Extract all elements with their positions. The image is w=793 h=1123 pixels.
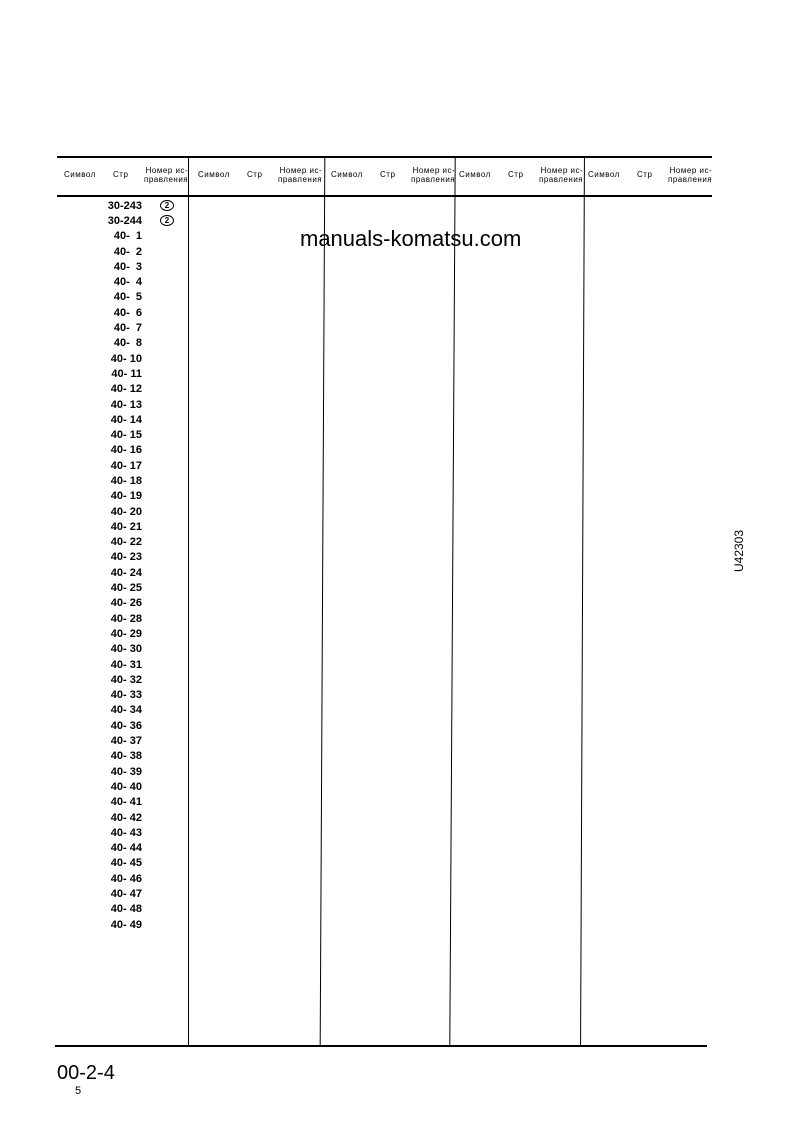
page-ref: 40- 48 [110, 903, 142, 916]
list-item [92, 458, 174, 473]
revision-badge: 2 [160, 200, 174, 211]
list-item [92, 473, 174, 488]
list-item [92, 871, 174, 886]
list-item [92, 611, 174, 626]
page-ref: 40- 25 [110, 582, 142, 595]
document-code: U42303 [732, 529, 746, 572]
page-ref: 40- 41 [110, 796, 142, 809]
page-ref: 40- 33 [110, 689, 142, 702]
list-item [92, 810, 174, 825]
list-item [92, 749, 174, 764]
header-page: Стр [637, 170, 653, 179]
list-item [92, 489, 174, 504]
list-item [92, 427, 174, 442]
page-ref: 40- 11 [111, 367, 142, 380]
list-item [92, 886, 174, 901]
list-item [92, 917, 174, 932]
header-bottom-rule [57, 195, 712, 197]
page-ref: 40- 4 [113, 276, 142, 289]
list-item [92, 274, 174, 289]
revision-list [92, 198, 174, 932]
list-item [92, 580, 174, 595]
list-item [92, 351, 174, 366]
list-item [92, 397, 174, 412]
list-item [92, 366, 174, 381]
page-ref: 30-244 [107, 214, 142, 227]
list-item [92, 412, 174, 427]
header-page: Стр [247, 170, 263, 179]
page-ref: 40- 14 [110, 413, 142, 426]
list-item [92, 244, 174, 259]
list-item [92, 672, 174, 687]
header-symbol: Символ [64, 170, 96, 179]
list-item [92, 336, 174, 351]
list-item [92, 259, 174, 274]
watermark: manuals-komatsu.com [300, 226, 522, 251]
page-ref: 40- 39 [110, 765, 142, 778]
list-item [92, 565, 174, 580]
list-item [92, 642, 174, 657]
page-ref: 40- 2 [113, 245, 142, 258]
header-page: Стр [380, 170, 396, 179]
page-ref: 40- 5 [113, 291, 142, 304]
page-ref: 40- 12 [110, 383, 142, 396]
page-ref: 30-243 [107, 199, 142, 212]
page-ref: 40- 1 [113, 230, 142, 243]
page-ref: 40- 32 [110, 673, 142, 686]
list-item [92, 779, 174, 794]
list-item [92, 596, 174, 611]
list-item [92, 535, 174, 550]
list-item [92, 626, 174, 641]
list-item [92, 504, 174, 519]
list-item [92, 764, 174, 779]
page-ref: 40- 13 [110, 398, 142, 411]
page-ref: 40- 8 [113, 337, 142, 350]
list-item [92, 902, 174, 917]
list-item [92, 733, 174, 748]
list-item [92, 198, 174, 213]
page-ref: 40- 49 [110, 918, 142, 931]
list-item [92, 320, 174, 335]
list-item [92, 825, 174, 840]
header-revision: Номер ис- правления [144, 166, 189, 184]
header-page: Стр [508, 170, 524, 179]
page-ref: 40- 42 [110, 811, 142, 824]
page-ref: 40- 15 [110, 429, 142, 442]
list-item [92, 213, 174, 228]
list-item [92, 443, 174, 458]
list-item [92, 229, 174, 244]
header-symbol: Символ [198, 170, 230, 179]
page-ref: 40- 36 [110, 719, 142, 732]
header-revision: Номер ис- правления [278, 166, 323, 184]
page-ref: 40- 29 [110, 627, 142, 640]
page-ref: 40- 44 [110, 842, 142, 855]
header-symbol: Символ [459, 170, 491, 179]
page-ref: 40- 24 [110, 566, 142, 579]
table-bottom-rule [55, 1045, 707, 1047]
header-revision: Номер ис- правления [411, 166, 456, 184]
header-revision: Номер ис- правления [668, 166, 713, 184]
page-ref: 40- 23 [110, 551, 142, 564]
header-revision: Номер ис- правления [539, 166, 584, 184]
list-item [92, 550, 174, 565]
page-ref: 40- 31 [110, 658, 142, 671]
header-page: Стр [113, 170, 129, 179]
page-ref: 40- 21 [110, 520, 142, 533]
page-ref: 40- 16 [110, 444, 142, 457]
list-item [92, 382, 174, 397]
header-symbol: Символ [588, 170, 620, 179]
page-subnumber: 5 [75, 1085, 82, 1097]
table-top-rule [57, 156, 712, 158]
page-ref: 40- 18 [110, 474, 142, 487]
page-ref: 40- 46 [110, 872, 142, 885]
header-symbol: Символ [331, 170, 363, 179]
column-divider [580, 157, 585, 1046]
page-ref: 40- 20 [110, 505, 142, 518]
column-divider [188, 157, 189, 1046]
list-item [92, 718, 174, 733]
page-ref: 40- 17 [110, 459, 142, 472]
page-ref: 40- 43 [110, 826, 142, 839]
list-item [92, 856, 174, 871]
page-ref: 40- 6 [113, 306, 142, 319]
page-ref: 40- 37 [110, 735, 142, 748]
page-ref: 40- 26 [110, 597, 142, 610]
page-ref: 40- 40 [110, 780, 142, 793]
list-item [92, 519, 174, 534]
page-ref: 40- 10 [110, 352, 142, 365]
page-ref: 40- 34 [110, 704, 142, 717]
page-ref: 40- 47 [110, 888, 142, 900]
list-item [92, 290, 174, 305]
list-item [92, 840, 174, 855]
list-item [92, 305, 174, 320]
column-divider [449, 157, 455, 1046]
revision-badge: 2 [160, 215, 174, 226]
page-ref: 40- 28 [110, 612, 142, 625]
page-ref: 40- 22 [110, 536, 142, 549]
list-item [92, 688, 174, 703]
page-ref: 40- 7 [113, 322, 142, 335]
column-divider [320, 157, 326, 1046]
page-ref: 40- 38 [110, 750, 142, 763]
page-ref: 40- 45 [110, 857, 142, 870]
page-ref: 40- 3 [113, 260, 142, 273]
list-item [92, 703, 174, 718]
list-item [92, 657, 174, 672]
list-item [92, 795, 174, 810]
page-ref: 40- 30 [110, 643, 142, 656]
page-ref: 40- 19 [110, 490, 142, 503]
page-number: 00-2-4 [57, 1062, 115, 1084]
